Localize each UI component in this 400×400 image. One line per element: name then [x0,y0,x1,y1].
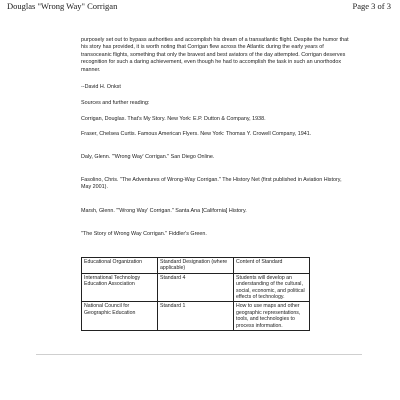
article-body [81,37,353,74]
page-number: Page 3 of 3 [352,1,391,11]
reference-item: "The Story of Wrong Way Corrigan." Fiddler's Green. [81,231,207,237]
standards-table [81,257,310,331]
table-cell: National Council for Geographic Education [82,302,158,331]
table-cell: Standard 1 [158,302,234,331]
sources-heading: Sources and further reading: [81,100,150,106]
table-header-cell: Educational Organization [82,258,158,274]
table-cell: Standard 4 [158,273,234,302]
table-row [82,273,310,302]
reference-item: Corrigan, Douglas. That's My Story. New York: E.P. Dutton & Company, 1938. [81,116,266,122]
author-line: --David H. Onkst [81,84,121,90]
table-header-row [82,258,310,274]
footer-divider [36,354,362,355]
reference-item: Fraser, Chelsea Curtis. Famous American Flyers. New York: Thomas Y. Crowell Company, 1941. [81,131,312,137]
table-header-cell: Standard Designation (where applicable) [158,258,234,274]
reference-item: Daly, Glenn. "'Wrong Way' Corrigan." San Diego Online. [81,154,215,160]
table-cell: How to use maps and other geographic representations, tools, and technologies to process information. [234,302,310,331]
reference-item: Fasolino, Chris. "The Adventures of Wrong-Way Corrigan." The History Net (first published in Aviation History, May 2001). [81,177,342,191]
page-header [0,0,400,12]
body-paragraph: purposely set out to bypass authorities and accomplish his dream of a transatlantic flight. Despite the humor that his story has provided, it is worth noting that Corrigan flew across the Atlantic during the early years of transoceanic flights, something that only the bravest and best aviators of the day attempted. Corrigan deserves recognition for such a daring achievement, even though he had to accomplish the task in such an unorthodox manner. [81,37,349,73]
document-title: Douglas "Wrong Way" Corrigan [7,1,118,11]
table-cell: Students will develop an understanding of the cultural, social, economic, and political effects of technology. [234,273,310,302]
table-row [82,302,310,331]
table-cell: International Technology Education Association [82,273,158,302]
reference-item: Marsh, Glenn. "'Wrong Way' Corrigan." Santa Ana [California] History. [81,208,247,214]
table-header-cell: Content of Standard [234,258,310,274]
